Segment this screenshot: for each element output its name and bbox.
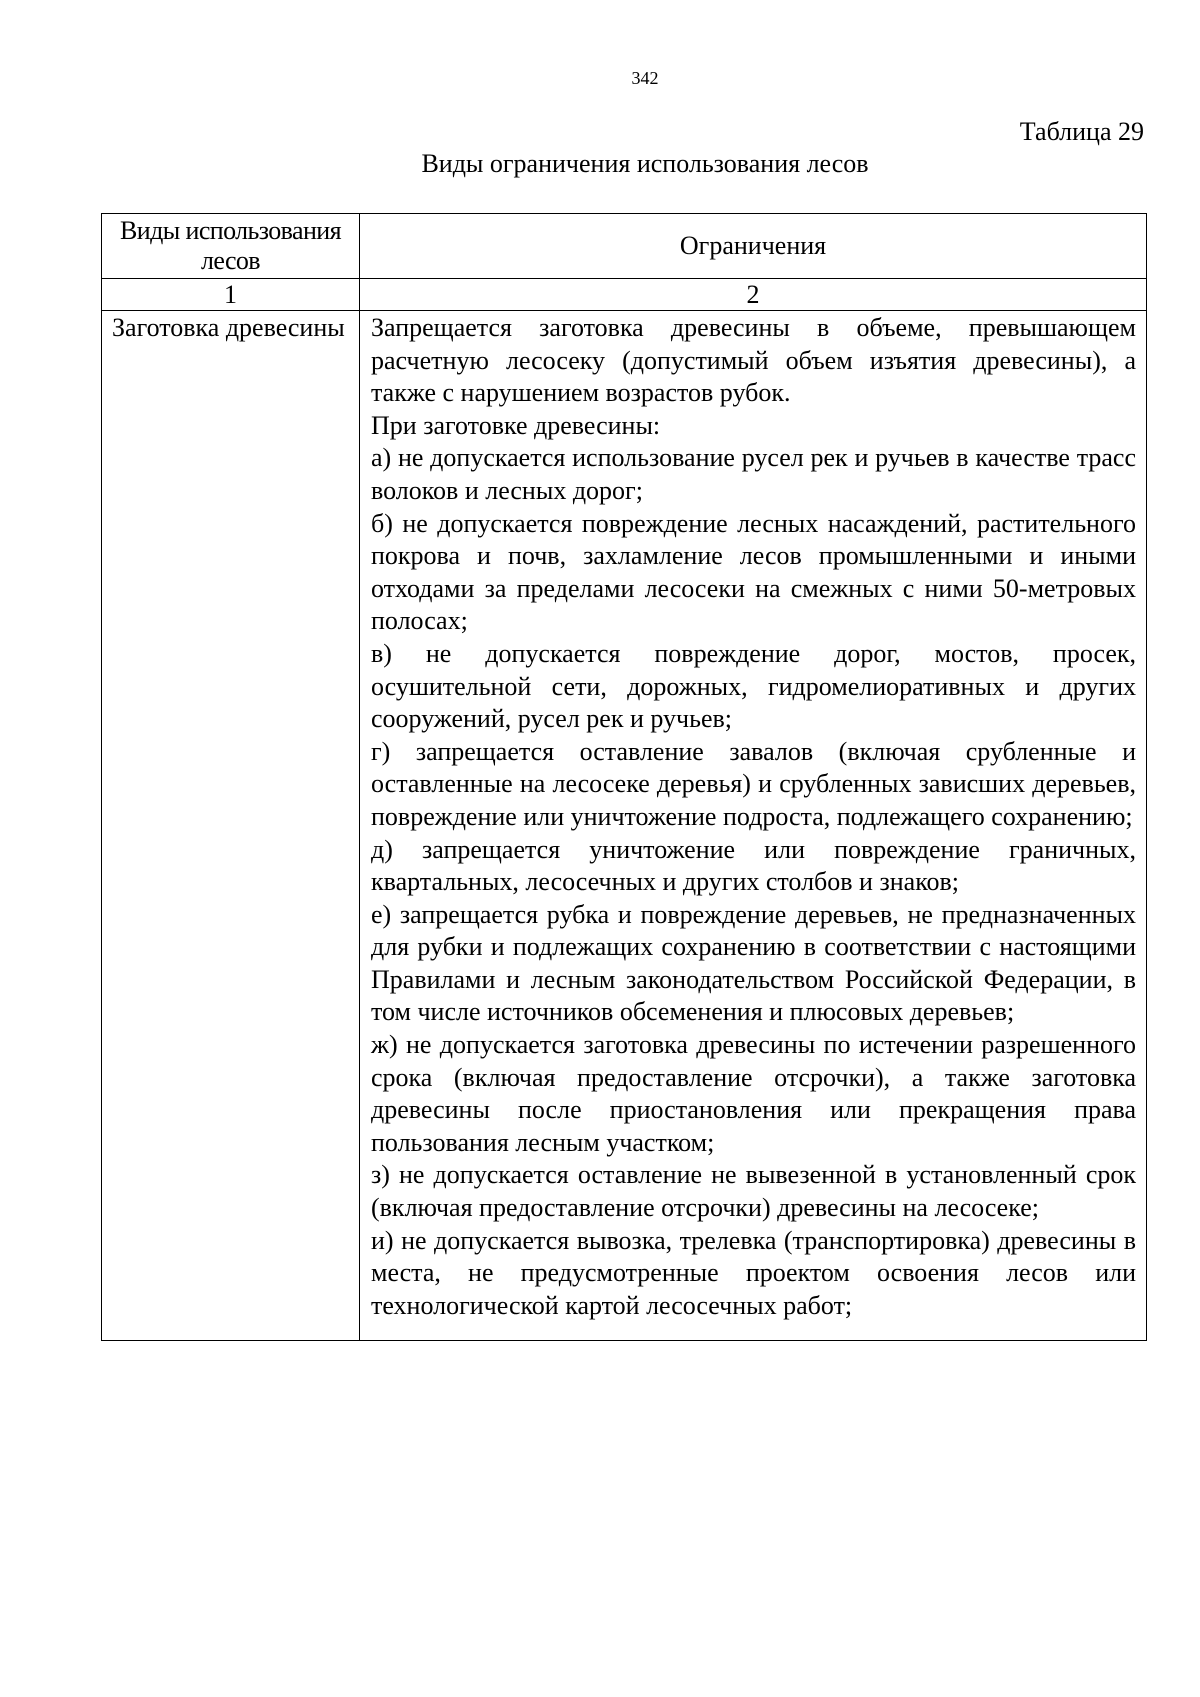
restriction-item-z: з) не допускается оставление не вывезенной в установленный срок (включая предоставление отсрочки) древесины на лесосеке; (371, 1160, 1136, 1223)
column-number-row (102, 279, 1147, 311)
restriction-item-b: б) не допускается повреждение лесных насаждений, растительного покрова и почв, захламление лесов промышленными и иными отходами за пределами лесосеки на смежных с ними 50-метровых полосах; (371, 508, 1136, 636)
restriction-item-d: д) запрещается уничтожение или повреждение граничных, квартальных, лесосечных и других столбов и знаков; (371, 834, 1136, 897)
table-title: Виды ограничения использования лесов (421, 149, 869, 178)
restrictions-table (101, 213, 1147, 1341)
table-header-row (102, 214, 1147, 279)
restriction-paragraph: При заготовке древесины: (371, 410, 661, 440)
table-row (102, 311, 1147, 1341)
column-number-1: 1 (102, 279, 360, 311)
restriction-item-zh: ж) не допускается заготовка древесины по истечении разрешенного срока (включая предоставление отсрочки), а также заготовка древесины после приостановления или прекращения права пользования лесным участком; (371, 1030, 1136, 1157)
restrictions-cell (360, 311, 1147, 1341)
restriction-item-a: а) не допускается использование русел рек и ручьев в качестве трасс волоков и лесных дорог; (371, 443, 1136, 505)
column-number-2: 2 (360, 279, 1147, 311)
restriction-item-v: в) не допускается повреждение дорог, мостов, просек, осушительной сети, дорожных, гидромелиоративных и других сооружений, русел рек и ручьев; (371, 638, 1136, 734)
restriction-item-i: и) не допускается вывозка, трелевка (транспортировка) древесины в места, не предусмотренные проектом освоения лесов или технологической картой лесосечных работ; (371, 1225, 1136, 1320)
restriction-paragraph: Запрещается заготовка древесины в объеме, превышающем расчетную лесосеку (допустимый объем изъятия древесины), а также с нарушением возрастов рубок. (371, 313, 1136, 408)
restriction-item-g: г) запрещается оставление завалов (включая срубленные и оставленные на лесосеке деревья) и срубленных зависших деревьев, повреждение или уничтожение подроста, подлежащего сохранению; (371, 736, 1136, 831)
forest-use-type-cell: Заготовка древесины (102, 311, 360, 1341)
header-forest-use-types: Виды использования лесов (102, 214, 360, 279)
table-label: Таблица 29 (1019, 117, 1144, 146)
page-number: 342 (631, 68, 659, 88)
header-restrictions: Ограничения (360, 214, 1147, 279)
restriction-item-e: е) запрещается рубка и повреждение деревьев, не предназначенных для рубки и подлежащих сохранению в соответствии с настоящими Правилами и лесным законодательством Российской Федерации, в том числе источников обсеменения и плюсовых деревьев; (371, 899, 1136, 1027)
